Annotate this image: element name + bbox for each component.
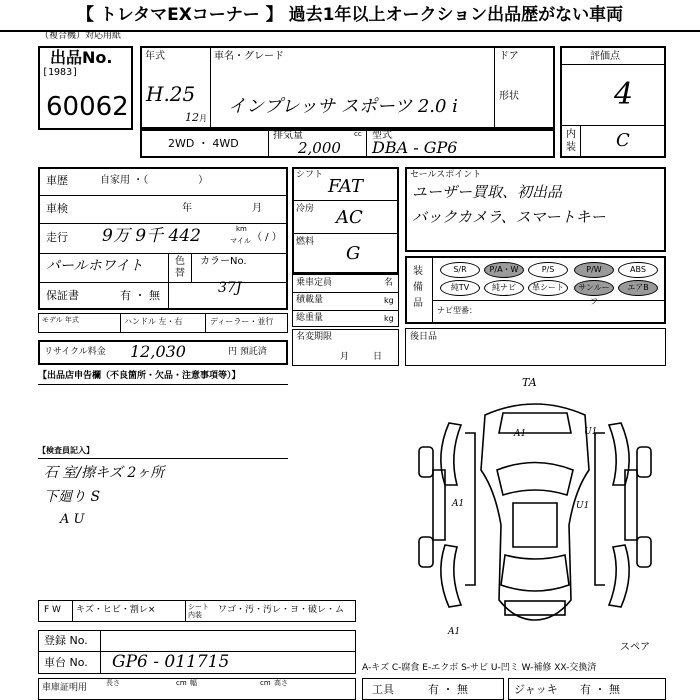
color-no-value: 37J — [218, 280, 242, 296]
handle-option: ハンドル 左・右 — [124, 317, 183, 326]
mark-top: TA — [522, 376, 537, 389]
color-no-label: カラーNo. — [200, 256, 247, 267]
chassis-label: 車台 No. — [44, 656, 88, 669]
recycle-label: リサイクル料金 — [44, 347, 106, 357]
model-label: 型式 — [372, 130, 392, 141]
seat-text: ワゴ・汚・汚レ・ヨ・破レ・ム — [218, 605, 345, 615]
seat-label: シート 内装 — [188, 603, 209, 619]
fuel-label: 燃料 — [296, 237, 315, 247]
mark-bottom: A1 — [448, 627, 461, 637]
score-label: 評価点 — [590, 51, 620, 62]
inspector-title: 【検査員記入】 — [38, 446, 94, 455]
mileage-label: 走行 — [46, 231, 68, 244]
equipment-label: 装備品 — [413, 266, 423, 309]
spare-label: スペア — [620, 642, 650, 653]
fw-label: F W — [44, 605, 61, 615]
inspection-label: 車検 — [46, 202, 68, 215]
recycle-unit: 円 預託済 — [228, 347, 267, 357]
displacement-value: 2,000 — [298, 139, 341, 157]
banner-title: 【 トレタマEXコーナー 】 過去1年以上オークション出品歴がない車両 — [0, 0, 700, 32]
cert-cm1: cm — [176, 679, 187, 687]
capacity-label: 乗車定員 — [296, 278, 333, 288]
warranty-value: 有 ・ 無 — [120, 289, 160, 302]
name-change-label: 名変期限 — [296, 332, 333, 342]
color-value: パールホワイト — [46, 258, 144, 274]
notes-title: 【出品店申告欄（不良箇所・欠品・注意事項等）】 — [38, 371, 241, 381]
cert-length: 長さ — [106, 679, 120, 687]
mark-left-door: A1 — [452, 499, 465, 509]
rear-items-box — [405, 328, 666, 366]
cert-label: 車庫証明用 — [42, 683, 88, 693]
load-unit: kg — [384, 296, 394, 305]
interior-label-1: 内 — [566, 129, 576, 140]
name-label: 車名・グレード — [214, 51, 284, 62]
sales-point-label: セールスポイント — [410, 170, 482, 180]
aircon-value: AC — [336, 207, 363, 228]
year-era: H.25 — [146, 82, 196, 106]
history-value: 自家用 ・（ ） — [100, 175, 209, 186]
mark-right-door: U1 — [576, 501, 590, 511]
shift-label: シフト — [296, 170, 324, 180]
lot-label: 出品No. — [50, 48, 113, 67]
shape-label: 形状 — [499, 91, 519, 102]
year-month-unit: 月 — [199, 114, 207, 123]
interior-label-2: 装 — [566, 142, 576, 153]
year-label: 年式 — [145, 51, 165, 62]
rear-items-label: 後日品 — [410, 332, 438, 342]
chassis-value: GP6 - 011715 — [112, 652, 230, 672]
equipment-row1-item: P/S — [528, 262, 568, 278]
inspector-note-3: A U — [60, 512, 85, 527]
displacement-unit: cc — [354, 130, 362, 138]
year-month: 12 — [185, 111, 199, 124]
cert-cm2: cm — [260, 679, 271, 687]
sales-point-line1: ユーザー買取、初出品 — [412, 183, 563, 201]
load-label: 積載量 — [296, 295, 324, 305]
dealer-option: ディーラー・並行 — [210, 317, 274, 326]
tools-label: 工具 — [372, 683, 394, 696]
mileage-value: 9万 9千 442 — [102, 226, 201, 246]
capacity-unit: 名 — [384, 278, 394, 288]
equipment-row2-item: 純TV — [440, 280, 480, 296]
sub-header: （複合機）対応用紙 — [40, 31, 122, 41]
inspector-note-1: 石 室/擦キズ 2ヶ所 — [44, 465, 165, 481]
drive-type: 2WD ・ 4WD — [168, 137, 239, 150]
inspector-note-2: 下廻り S — [44, 489, 101, 505]
equipment-row1-item: P/W — [574, 262, 614, 278]
lot-number: 60062 — [46, 92, 129, 122]
mileage-paren: （ / ） — [252, 232, 282, 243]
mark-hood: A1 — [514, 429, 527, 439]
score-value: 4 — [614, 77, 634, 112]
mileage-unit-km: km — [236, 225, 247, 233]
mark-right: U1 — [584, 427, 598, 437]
mileage-unit-mile: マイル — [230, 237, 251, 245]
model-type-label: モデル 年式 — [42, 316, 79, 324]
model-value: DBA - GP6 — [372, 138, 458, 157]
inspection-year: 年 — [182, 203, 192, 214]
displacement-label: 排気量 — [273, 130, 303, 141]
jack-value: 有 ・ 無 — [580, 683, 620, 696]
car-damage-diagram — [405, 375, 665, 645]
jack-label: ジャッキ — [514, 683, 558, 696]
damage-legend: A-キズ C-腐食 E-エクボ S-サビ U-凹ミ W-補修 XX-交換済 — [362, 663, 597, 673]
navi-label: ナビ型番： — [437, 306, 477, 315]
shift-value: FAT — [328, 176, 363, 197]
color-change-1: 色 — [175, 256, 185, 267]
equipment-row2-item: 革シート — [528, 280, 568, 296]
equipment-row2-item: サンルーフ — [574, 280, 614, 296]
registration-label: 登録 No. — [44, 634, 88, 647]
tools-value: 有 ・ 無 — [428, 683, 468, 696]
cert-height: 高さ — [274, 679, 288, 687]
equipment-row1-item: S/R — [440, 262, 480, 278]
recycle-value: 12,030 — [130, 342, 186, 361]
aircon-label: 冷房 — [296, 204, 315, 214]
lot-corner: [1983] — [42, 67, 79, 78]
warranty-label: 保証書 — [46, 289, 79, 302]
fuel-value: G — [346, 243, 361, 264]
interior-value: C — [616, 130, 630, 151]
history-label: 車歴 — [46, 174, 68, 187]
weight-unit: kg — [384, 314, 394, 323]
door-label: ドア — [499, 51, 519, 62]
color-change-2: 替 — [175, 268, 185, 279]
name-value: インプレッサ スポーツ 2.0 i — [228, 96, 458, 117]
equipment-row1-item: P/A・W — [484, 262, 524, 278]
name-change-unit: 月日 — [340, 352, 407, 362]
fw-text: キズ・ヒビ・割レ× — [76, 605, 156, 615]
equipment-row1-item: ABS — [618, 262, 658, 278]
inspection-month: 月 — [252, 203, 262, 214]
cert-width: 幅 — [190, 679, 197, 687]
weight-label: 総重量 — [296, 313, 324, 323]
sales-point-line2: バックカメラ、スマートキー — [412, 208, 606, 226]
equipment-row2-item: 純ナビ — [484, 280, 524, 296]
equipment-row2-item: エアB — [618, 280, 658, 296]
